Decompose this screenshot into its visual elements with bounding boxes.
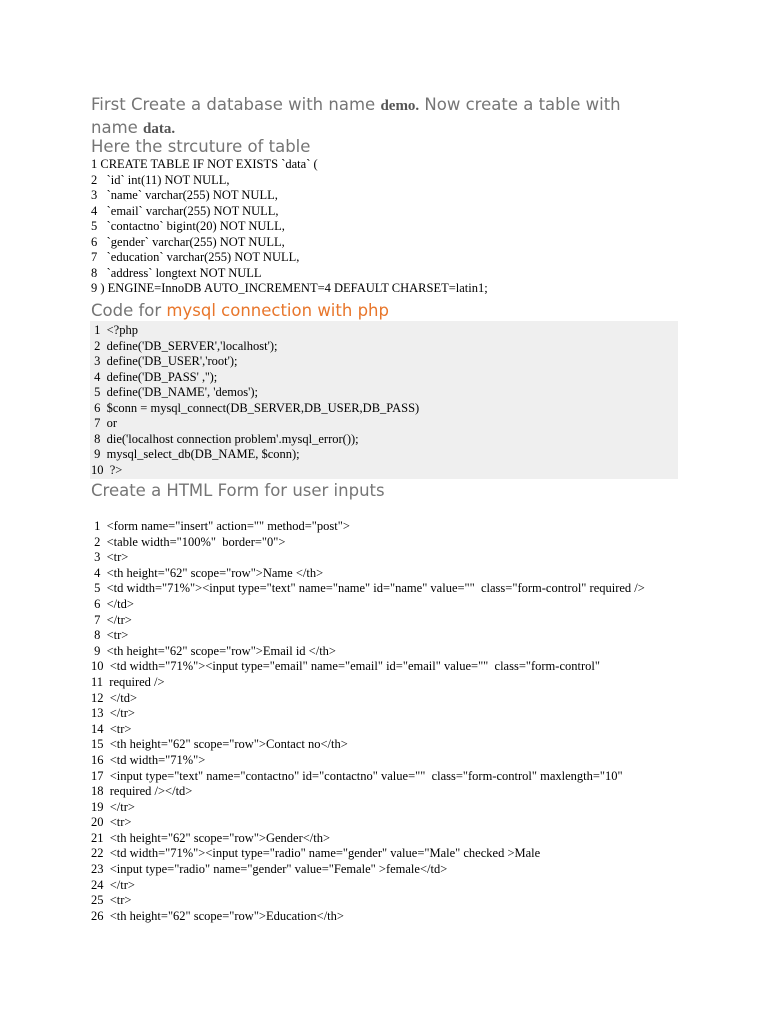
html-code-line: 8 <tr> (91, 628, 129, 643)
html-code-line: 4 <th height="62" scope="row">Name </th> (91, 565, 324, 580)
connection-heading-prefix: Code for (91, 301, 167, 320)
intro-text-2: Now create a table with (419, 95, 621, 114)
html-code-line: 5 <td width="71%"><input type="text" name="name" id="name" value="" class="form-control" required /> (91, 581, 645, 596)
table-name: data. (143, 121, 176, 137)
html-code-line: 17 <input type="text" name="contactno" id="contactno" value="" class="form-control" maxlength="10" (91, 768, 623, 783)
connection-heading-link[interactable]: mysql connection with php (166, 301, 389, 320)
html-code-line: 2 <table width="100%" border="0"> (91, 534, 286, 549)
sql-code-block (91, 157, 488, 297)
html-code-line: 23 <input type="radio" name="gender" value="Female" >female</td> (91, 862, 448, 877)
html-code-line: 24 </tr> (91, 877, 135, 892)
html-code-line: 6 </td> (91, 596, 134, 611)
html-code-line: 19 </tr> (91, 799, 135, 814)
php-code-line: 10 ?> (91, 462, 123, 477)
html-code-line: 11 required /> (91, 674, 165, 689)
php-code-block (91, 323, 419, 478)
sql-code-line: 5 `contactno` bigint(20) NOT NULL, (91, 219, 285, 233)
sql-code-line: 9 ) ENGINE=InnoDB AUTO_INCREMENT=4 DEFAULT CHARSET=latin1; (91, 281, 488, 295)
sql-code-line: 1 CREATE TABLE IF NOT EXISTS `data` ( (91, 157, 318, 171)
html-code-line: 21 <th height="62" scope="row">Gender</th> (91, 830, 331, 845)
html-code-line: 26 <th height="62" scope="row">Education</th> (91, 908, 344, 923)
connection-heading (91, 300, 389, 321)
sql-code-line: 3 `name` varchar(255) NOT NULL, (91, 188, 278, 202)
php-code-line: 4 define('DB_PASS' ,''); (91, 369, 218, 384)
html-code-line: 14 <tr> (91, 721, 132, 736)
php-code-line: 8 die('localhost connection problem'.mysql_error()); (91, 431, 359, 446)
html-code-line: 9 <th height="62" scope="row">Email id </th> (91, 643, 336, 658)
html-code-line: 22 <td width="71%"><input type="radio" name="gender" value="Male" checked >Male (91, 846, 541, 861)
form-heading: Create a HTML Form for user inputs (91, 481, 385, 500)
php-code-line: 1 <?php (91, 323, 138, 337)
html-code-line: 25 <tr> (91, 893, 132, 908)
structure-heading: Here the strcuture of table (91, 137, 311, 156)
intro-text-3: name (91, 118, 144, 137)
html-code-line: 16 <td width="71%"> (91, 752, 206, 767)
database-name: demo. (380, 98, 420, 114)
php-code-line: 3 define('DB_USER','root'); (91, 354, 238, 368)
html-code-line: 3 <tr> (91, 550, 129, 565)
php-code-line: 7 or (91, 416, 118, 430)
html-code-line: 15 <th height="62" scope="row">Contact no</th> (91, 737, 348, 752)
php-code-line: 9 mysql_select_db(DB_NAME, $conn); (91, 447, 300, 461)
sql-code-line: 2 `id` int(11) NOT NULL, (91, 172, 230, 187)
html-code-line: 13 </tr> (91, 706, 135, 721)
html-code-block (91, 519, 645, 924)
php-code-line: 5 define('DB_NAME', 'demos'); (91, 385, 258, 399)
html-code-line: 18 required /></td> (91, 784, 193, 799)
html-code-line: 12 </td> (91, 690, 138, 705)
intro-heading (91, 94, 621, 140)
html-code-line: 7 </tr> (91, 612, 132, 627)
html-code-line: 10 <td width="71%"><input type="email" name="email" id="email" value="" class="form-control" (91, 659, 600, 674)
sql-code-line: 7 `education` varchar(255) NOT NULL, (91, 250, 300, 264)
php-code-line: 6 $conn = mysql_connect(DB_SERVER,DB_USER,DB_PASS) (91, 400, 420, 415)
sql-code-line: 4 `email` varchar(255) NOT NULL, (91, 203, 279, 218)
sql-code-line: 8 `address` longtext NOT NULL (91, 265, 262, 280)
html-code-line: 20 <tr> (91, 815, 132, 830)
php-code-line: 2 define('DB_SERVER','localhost'); (91, 338, 278, 353)
html-code-line: 1 <form name="insert" action="" method="post"> (91, 519, 350, 533)
intro-text-1: First Create a database with name (91, 95, 381, 114)
sql-code-line: 6 `gender` varchar(255) NOT NULL, (91, 234, 285, 249)
